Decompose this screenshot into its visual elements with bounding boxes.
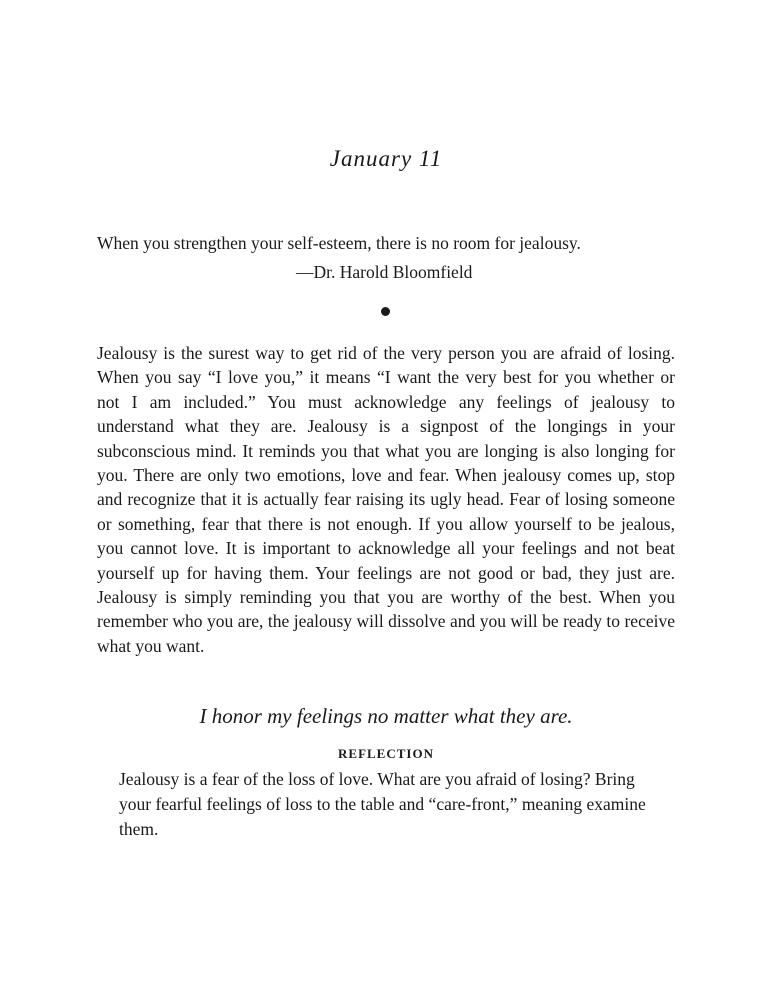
body-line: and recognize that it is actually fear raising its ugly head. Fear of losing someone — [97, 489, 675, 510]
body-line: yourself up for having them. Your feelings are not good or bad, they just are. — [97, 562, 675, 583]
body-line: Jealousy is the surest way to get rid of the very person you are afraid of losing. — [97, 343, 675, 363]
bullet-separator — [381, 307, 390, 316]
body-line: subconscious mind. It reminds you that what you are longing is also longing for — [97, 440, 675, 461]
body-line: or something, fear that there is not enough. If you allow yourself to be jealous, — [97, 513, 675, 534]
body-line: remember who you are, the jealousy will dissolve and you will be ready to receive — [97, 611, 675, 632]
reflection-line: Jealousy is a fear of the loss of love. What are you afraid of losing? Bring — [119, 769, 635, 789]
epigraph-attribution: —Dr. Harold Bloomfield — [296, 262, 473, 282]
body-line: not I am included.” You must acknowledge any feelings of jealousy to — [97, 391, 675, 412]
body-line: you. There are only two emotions, love and fear. When jealousy comes up, stop — [97, 465, 675, 486]
reflection-text — [119, 767, 664, 842]
body-line: When you say “I love you,” it means “I want the very best for you whether or — [97, 367, 675, 388]
reflection-line: your fearful feelings of loss to the table and “care-front,” meaning examine — [119, 794, 646, 814]
affirmation: I honor my feelings no matter what they are. — [199, 704, 573, 728]
epigraph-quote: When you strengthen your self-esteem, there is no room for jealousy. — [97, 233, 581, 253]
body-line: understand what they are. Jealousy is a signpost of the longings in your — [97, 416, 675, 437]
reflection-line: them. — [119, 819, 159, 839]
body-line: you cannot love. It is important to acknowledge all your feelings and not beat — [97, 538, 675, 559]
page-date-heading: January 11 — [329, 146, 443, 171]
body-line: what you want. — [97, 635, 205, 656]
reflection-heading: REFLECTION — [338, 746, 434, 761]
meditation-body — [97, 341, 675, 658]
body-line: Jealousy is simply reminding you that you are worthy of the best. When you — [97, 587, 675, 608]
